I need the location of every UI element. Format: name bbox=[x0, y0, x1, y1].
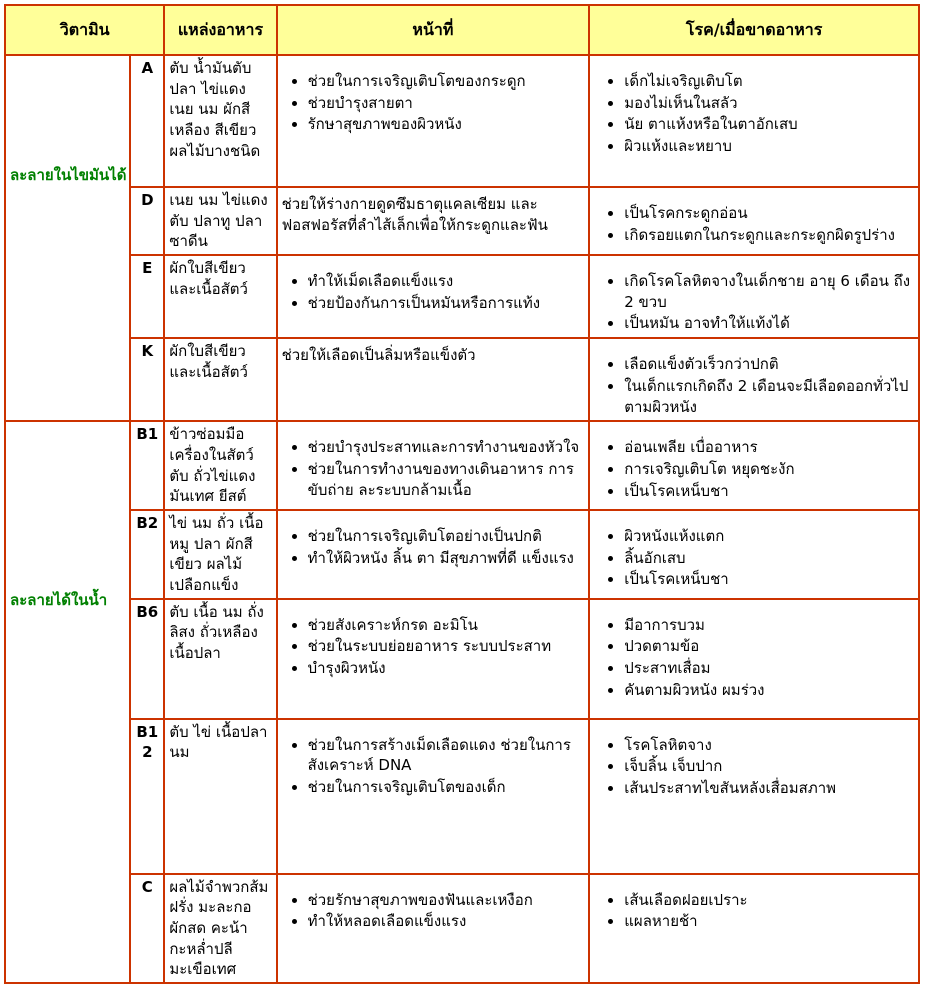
food-sources-cell: ตับ น้ำมันตับปลา ไข่แดง เนย นม ผักสีเหลือง สีเขียว ผลไม้บางชนิด bbox=[164, 55, 276, 187]
disease-item: • คันตามผิวหนัง ผมร่วง bbox=[624, 680, 914, 701]
disease-item: • โรคโลหิตจาง bbox=[624, 735, 914, 756]
table-row bbox=[5, 55, 919, 187]
solubility-group-cell bbox=[5, 421, 130, 983]
disease-item: • เจ็บลิ้น เจ็บปาก bbox=[624, 756, 914, 777]
functions-list bbox=[282, 735, 585, 798]
diseases-list bbox=[594, 203, 914, 245]
function-item: • ช่วยในการเจริญเติบโตของเด็ก bbox=[308, 777, 585, 798]
header-deficiency-diseases: โรค/เมื่อขาดอาหาร bbox=[589, 5, 919, 55]
vitamin-letter: K bbox=[130, 338, 164, 421]
deficiency-diseases-cell bbox=[589, 510, 919, 599]
disease-item: • เป็นหมัน อาจทำให้แท้งได้ bbox=[624, 313, 914, 334]
vitamin-letter: B1 bbox=[130, 421, 164, 510]
functions-cell bbox=[277, 55, 590, 187]
deficiency-diseases-cell bbox=[589, 874, 919, 983]
disease-item: • นัย ตาแห้งหรือในตาอักเสบ bbox=[624, 114, 914, 135]
function-item: • ช่วยในการเจริญเติบโตของกระดูก bbox=[308, 71, 585, 92]
food-sources-cell: ตับ เนื้อ นม ถั่งลิสง ถั่วเหลือง เนื้อปลา bbox=[164, 599, 276, 719]
function-item: • บำรุงผิวหนัง bbox=[308, 658, 585, 679]
table-row bbox=[5, 421, 919, 510]
disease-item: • แผลหายช้า bbox=[624, 911, 914, 932]
table-row bbox=[5, 255, 919, 338]
function-item: • ช่วยรักษาสุขภาพของฟันและเหงือก bbox=[308, 890, 585, 911]
vitamin-letter: B6 bbox=[130, 599, 164, 719]
vitamin-letter: B2 bbox=[130, 510, 164, 599]
table-row bbox=[5, 599, 919, 719]
vitamin-letter: D bbox=[130, 187, 164, 255]
table-row bbox=[5, 510, 919, 599]
solubility-group-label: ละลายได้ในน้ำ bbox=[10, 591, 108, 610]
disease-item: • เส้นประสาทไขสันหลังเสื่อมสภาพ bbox=[624, 778, 914, 799]
functions-list bbox=[282, 71, 585, 135]
function-item: • ช่วยบำรุงประสาทและการทำงานของหัวใจ bbox=[308, 437, 585, 458]
disease-item: • เกิดโรคโลหิตจางในเด็กชาย อายุ 6 เดือน ถึง 2 ขวบ bbox=[624, 271, 914, 312]
functions-cell bbox=[277, 599, 590, 719]
disease-item: • เส้นเลือดฝอยเปราะ bbox=[624, 890, 914, 911]
food-sources-cell: ผลไม้จำพวกส้ม ฝรั่ง มะละกอ ผักสด คะน้า กะหล่ำปลี มะเขือเทศ bbox=[164, 874, 276, 983]
solubility-group-cell bbox=[5, 55, 130, 421]
disease-item: • เป็นโรคเหน็บชา bbox=[624, 481, 914, 502]
function-item: • ทำให้ผิวหนัง ลิ้น ตา มีสุขภาพที่ดี แข็งแรง bbox=[308, 548, 585, 569]
function-item: • ช่วยสังเคราะห์กรด อะมิโน bbox=[308, 615, 585, 636]
food-sources-cell: ตับ ไข่ เนื้อปลา นม bbox=[164, 719, 276, 874]
food-sources-cell: ผักใบสีเขียว และเนื้อสัตว์ bbox=[164, 338, 276, 421]
deficiency-diseases-cell bbox=[589, 599, 919, 719]
deficiency-diseases-cell bbox=[589, 55, 919, 187]
disease-item: • เกิดรอยแตกในกระดูกและกระดูกผิดรูปร่าง bbox=[624, 225, 914, 246]
table-header bbox=[5, 5, 919, 55]
diseases-list bbox=[594, 735, 914, 799]
diseases-list bbox=[594, 271, 914, 334]
deficiency-diseases-cell bbox=[589, 421, 919, 510]
disease-item: • มีอาการบวม bbox=[624, 615, 914, 636]
disease-item: • ผิวแห้งและหยาบ bbox=[624, 136, 914, 157]
food-sources-cell: เนย นม ไข่แดง ตับ ปลาทู ปลาซาดีน bbox=[164, 187, 276, 255]
disease-item: • เป็นโรคกระดูกอ่อน bbox=[624, 203, 914, 224]
vitamin-table bbox=[4, 4, 920, 984]
functions-list bbox=[282, 615, 585, 679]
header-row bbox=[5, 5, 919, 55]
vitamin-letter: A bbox=[130, 55, 164, 187]
disease-item: • อ่อนเพลีย เบื่ออาหาร bbox=[624, 437, 914, 458]
table-row bbox=[5, 187, 919, 255]
function-item: • ช่วยบำรุงสายตา bbox=[308, 93, 585, 114]
function-item: • รักษาสุขภาพของผิวหนัง bbox=[308, 114, 585, 135]
header-food-sources: แหล่งอาหาร bbox=[164, 5, 276, 55]
vitamin-letter: B12 bbox=[130, 719, 164, 874]
functions-cell bbox=[277, 255, 590, 338]
function-item: • ช่วยป้องกันการเป็นหมันหรือการแท้ง bbox=[308, 293, 585, 314]
function-item: • ช่วยในการสร้างเม็ดเลือดแดง ช่วยในการสังเคราะห์ DNA bbox=[308, 735, 585, 776]
functions-list bbox=[282, 437, 585, 500]
table-row bbox=[5, 719, 919, 874]
disease-item: • เลือดแข็งตัวเร็วกว่าปกติ bbox=[624, 354, 914, 375]
food-sources-cell: ผักใบสีเขียว และเนื้อสัตว์ bbox=[164, 255, 276, 338]
vitamin-letter: E bbox=[130, 255, 164, 338]
disease-item: • เป็นโรคเหน็บชา bbox=[624, 569, 914, 590]
deficiency-diseases-cell bbox=[589, 187, 919, 255]
diseases-list bbox=[594, 890, 914, 932]
diseases-list bbox=[594, 615, 914, 701]
solubility-group-label: ละลายในไขมันได้ bbox=[10, 166, 127, 185]
functions-list bbox=[282, 890, 585, 932]
function-item: • ทำให้เม็ดเลือดแข็งแรง bbox=[308, 271, 585, 292]
functions-cell bbox=[277, 187, 590, 255]
functions-cell bbox=[277, 874, 590, 983]
disease-item: • ประสาทเสื่อม bbox=[624, 658, 914, 679]
disease-item: • มองไม่เห็นในสลัว bbox=[624, 93, 914, 114]
disease-item: • เด็กไม่เจริญเติบโต bbox=[624, 71, 914, 92]
function-item: • ช่วยในการทำงานของทางเดินอาหาร การขับถ่าย ละระบบกล้ามเนื้อ bbox=[308, 459, 585, 500]
functions-cell bbox=[277, 421, 590, 510]
diseases-list bbox=[594, 437, 914, 501]
table-row bbox=[5, 338, 919, 421]
disease-item: • ลิ้นอักเสบ bbox=[624, 548, 914, 569]
diseases-list bbox=[594, 71, 914, 157]
disease-item: • ปวดตามข้อ bbox=[624, 636, 914, 657]
disease-item: • ในเด็กแรกเกิดถึง 2 เดือนจะมีเลือดออกทั่วไป ตามผิวหนัง bbox=[624, 376, 914, 417]
deficiency-diseases-cell bbox=[589, 719, 919, 874]
functions-list bbox=[282, 526, 585, 568]
table-row bbox=[5, 874, 919, 983]
diseases-list bbox=[594, 526, 914, 590]
functions-list bbox=[282, 271, 585, 313]
functions-cell bbox=[277, 338, 590, 421]
functions-cell bbox=[277, 719, 590, 874]
disease-item: • การเจริญเติบโต หยุดชะงัก bbox=[624, 459, 914, 480]
disease-item: • ผิวหนังแห้งแตก bbox=[624, 526, 914, 547]
function-item: • ช่วยในการเจริญเติบโตอย่างเป็นปกติ bbox=[308, 526, 585, 547]
diseases-list bbox=[594, 354, 914, 417]
table-body bbox=[5, 55, 919, 983]
header-vitamin: วิตามิน bbox=[5, 5, 164, 55]
functions-cell bbox=[277, 510, 590, 599]
vitamin-letter: C bbox=[130, 874, 164, 983]
food-sources-cell: ข้าวซ่อมมือ เครื่องในสัตว์ ตับ ถั่วไข่แดง มันเทศ ยีสต์ bbox=[164, 421, 276, 510]
function-text: ช่วยให้เลือดเป็นลิ่มหรือแข็งตัว bbox=[281, 346, 476, 365]
food-sources-cell: ไข่ นม ถั่ว เนื้อหมู ปลา ผักสีเขียว ผลไม้เปลือกแข็ง bbox=[164, 510, 276, 599]
function-item: • ช่วยในระบบย่อยอาหาร ระบบประสาท bbox=[308, 636, 585, 657]
header-functions: หน้าที่ bbox=[277, 5, 590, 55]
deficiency-diseases-cell bbox=[589, 255, 919, 338]
function-text: ช่วยให้ร่างกายดูดซึมธาตุแคลเซียม และฟอสฟอรัสที่ลำไส้เล็กเพื่อให้กระดูกและฟัน bbox=[281, 195, 548, 234]
function-item: • ทำให้หลอดเลือดแข็งแรง bbox=[308, 911, 585, 932]
deficiency-diseases-cell bbox=[589, 338, 919, 421]
